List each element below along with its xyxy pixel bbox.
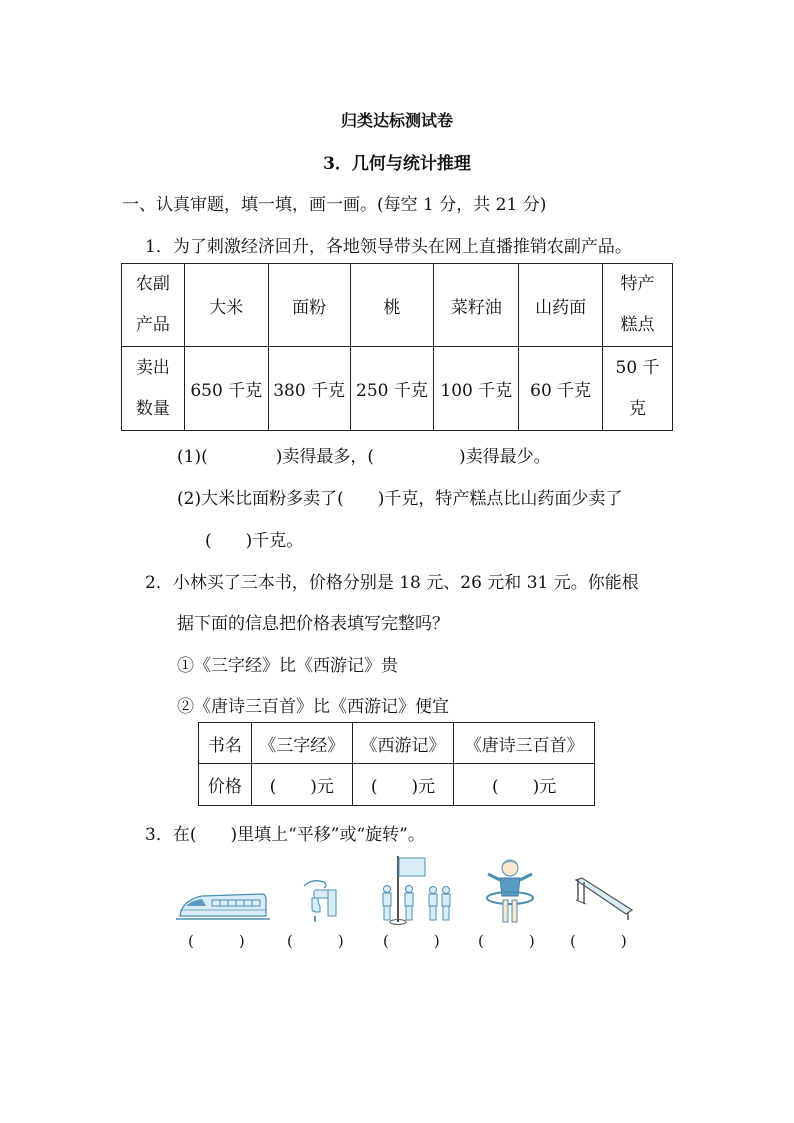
table-cell: 《三字经》 [251, 723, 352, 764]
answer-blank-4[interactable]: ( ) [478, 932, 535, 950]
table-row [199, 723, 595, 764]
table-row [199, 764, 595, 806]
table-cell: 650 千克 [184, 347, 268, 431]
table-cell: 价格 [199, 764, 252, 806]
answer-blank-5[interactable]: ( ) [570, 932, 627, 950]
table-cell: 桃 [350, 264, 434, 347]
table-cell: 60 千克 [519, 347, 603, 431]
table-cell: 250 千克 [350, 347, 434, 431]
section-heading: 一、认真审题，填一填，画一画。(每空 1 分，共 21 分) [122, 195, 547, 215]
slide-icon [572, 876, 634, 922]
price-blank[interactable]: ( )元 [352, 764, 454, 806]
table-cell: 菜籽油 [434, 264, 519, 347]
table-cell: 100 千克 [434, 347, 519, 431]
answer-blank-3[interactable]: ( ) [383, 932, 440, 950]
paper-subtitle: 3．几何与统计推理 [323, 154, 471, 174]
paper-title: 归类达标测试卷 [340, 111, 453, 130]
table-row [122, 347, 673, 431]
table-cell: 农副 产品 [122, 264, 185, 347]
question-1-part-2-cont[interactable]: ( )千克。 [205, 531, 304, 551]
question-2-clue-1: ①《三字经》比《西游记》贵 [177, 656, 398, 676]
question-2-clue-2: ②《唐诗三百首》比《西游记》便宜 [177, 697, 449, 717]
question-1-part-2[interactable]: (2)大米比面粉多卖了( )千克，特产糕点比山药面少卖了 [177, 489, 623, 509]
price-blank[interactable]: ( )元 [251, 764, 352, 806]
table-cell: 面粉 [268, 264, 350, 347]
question-2-text-cont: 据下面的信息把价格表填写完整吗？ [177, 614, 449, 634]
price-blank[interactable]: ( )元 [454, 764, 595, 806]
question-3-text: 3．在( )里填上“平移”或“旋转”。 [145, 825, 425, 845]
table-cell: 《唐诗三百首》 [454, 723, 595, 764]
train-icon [176, 888, 270, 924]
answer-blank-2[interactable]: ( ) [287, 932, 344, 950]
question-2-text: 2．小林买了三本书，价格分别是 18 元、26 元和 31 元。你能根 [145, 573, 639, 593]
table-cell: 山药面 [519, 264, 603, 347]
hula-hoop-icon [484, 856, 536, 928]
table-cell: 大米 [184, 264, 268, 347]
table-cell: 50 千 克 [603, 347, 673, 431]
table-cell: 特产 糕点 [603, 264, 673, 347]
faucet-icon [298, 876, 344, 926]
answer-blank-1[interactable]: ( ) [188, 932, 245, 950]
table-cell: 《西游记》 [352, 723, 454, 764]
produce-table [121, 263, 673, 431]
question-1-part-1[interactable]: (1)( )卖得最多，( )卖得最少。 [177, 447, 551, 467]
table-cell: 书名 [199, 723, 252, 764]
table-cell: 380 千克 [268, 347, 350, 431]
question-1-text: 1．为了刺激经济回升，各地领导带头在网上直播推销农副产品。 [145, 237, 632, 257]
book-price-table [198, 722, 595, 806]
flag-raising-icon [378, 852, 454, 926]
table-row [122, 264, 673, 347]
table-cell: 卖出 数量 [122, 347, 185, 431]
